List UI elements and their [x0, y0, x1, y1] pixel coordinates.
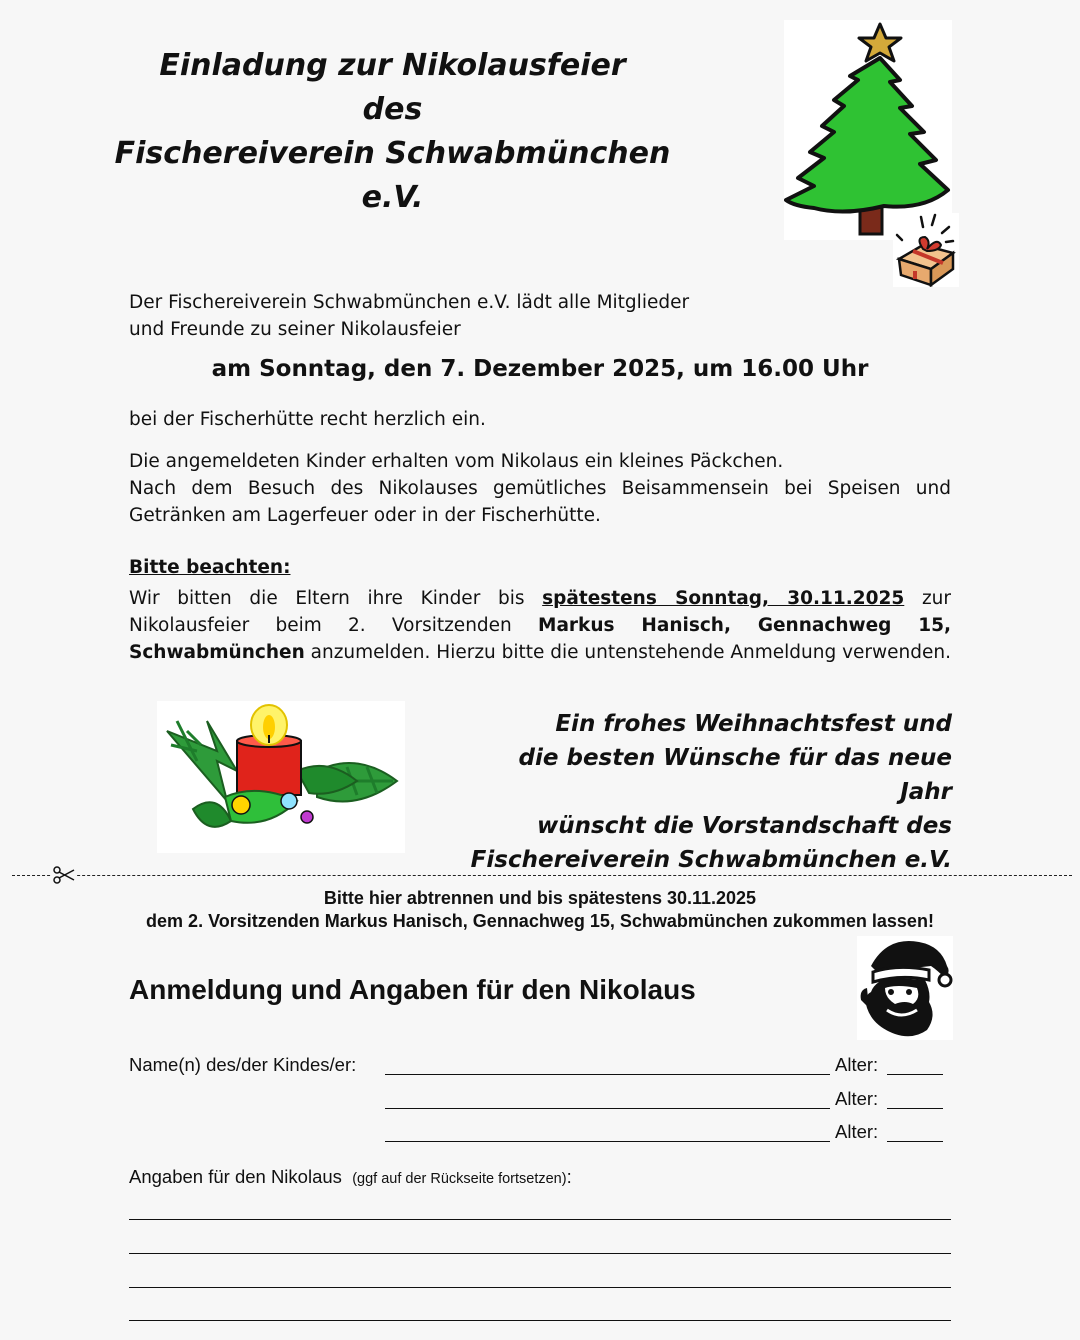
form-title: Anmeldung und Angaben für den Nikolaus: [129, 974, 696, 1005]
title-line: Einladung zur Nikolausfeier: [159, 48, 626, 83]
page-title: [100, 44, 685, 220]
intro-line: und Freunde zu seiner Nikolausfeier: [129, 319, 461, 340]
notes-label: [129, 1166, 572, 1188]
notes-line[interactable]: [129, 1219, 951, 1220]
age-field[interactable]: [887, 1108, 943, 1109]
after-text: Nach dem Besuch des Nikolauses gemütliches Beisammensein bei Speisen und Getränken am Lagerfeuer oder in der Fischerhütte.: [129, 478, 951, 526]
kids-line: Die angemeldeten Kinder erhalten vom Nikolaus ein kleines Päckchen.: [129, 451, 784, 472]
wishes-text: [470, 707, 952, 877]
title-line: Fischereiverein Schwabmünchen: [114, 136, 671, 171]
name-label: Name(n) des/der Kindes/er:: [129, 1054, 357, 1075]
notes-line[interactable]: [129, 1287, 951, 1288]
wishes-line: Ein frohes Weihnachtsfest und: [555, 711, 952, 737]
cut-line: [12, 866, 1072, 884]
notice-text-c: anzumelden. Hierzu bitte die untenstehende Anmeldung verwenden.: [304, 642, 952, 663]
candle-wreath-icon: [157, 701, 405, 853]
notice-text-a: Wir bitten die Eltern ihre Kinder bis: [129, 588, 543, 609]
wishes-line: wünscht die Vorstandschaft des: [537, 813, 952, 839]
age-label: Alter:: [835, 1121, 879, 1142]
separator-line: dem 2. Vorsitzenden Markus Hanisch, Gennachweg 15, Schwabmünchen zukommen lassen!: [146, 911, 934, 931]
christmas-tree-icon: [784, 20, 952, 240]
notes-line[interactable]: [129, 1253, 951, 1254]
notice-contact: Markus Hanisch, Gennachweg 15, Schwabmünchen: [129, 615, 951, 663]
notice-deadline: spätestens Sonntag, 30.11.2025: [542, 588, 905, 609]
age-label: Alter:: [835, 1088, 879, 1109]
notes-line[interactable]: [129, 1320, 951, 1321]
name-field[interactable]: [385, 1108, 830, 1109]
separator-line: Bitte hier abtrennen und bis spätestens 30.11.2025: [323, 888, 757, 908]
notice-heading: Bitte beachten:: [129, 557, 291, 578]
location-text: bei der Fischerhütte recht herzlich ein.: [129, 409, 486, 430]
gift-icon: [893, 213, 959, 287]
age-label: Alter:: [835, 1054, 879, 1075]
name-field[interactable]: [385, 1074, 830, 1075]
event-date: am Sonntag, den 7. Dezember 2025, um 16.00 Uhr: [211, 356, 869, 382]
title-line: e.V.: [361, 180, 424, 215]
dashed-divider: [12, 875, 1072, 876]
program-text: [129, 448, 951, 529]
notice-text: [129, 585, 951, 666]
wishes-line: die besten Wünsche für das neue Jahr: [518, 745, 952, 805]
title-line: des: [362, 92, 423, 127]
age-field[interactable]: [887, 1074, 943, 1075]
santa-icon: [857, 936, 953, 1040]
notice-text-b: zur Nikolausfeier beim 2. Vorsitzenden: [129, 588, 951, 636]
separator-text: [0, 887, 1080, 933]
intro-text: [129, 289, 951, 343]
scissors-icon: [52, 866, 76, 884]
intro-line: Der Fischereiverein Schwabmünchen e.V. lädt alle Mitglieder: [129, 292, 690, 313]
wishes-line: Fischereiverein Schwabmünchen e.V.: [470, 847, 952, 873]
notes-hint: (ggf auf der Rückseite fortsetzen): [352, 1171, 567, 1187]
notes-label-text: Angaben für den Nikolaus: [129, 1166, 342, 1187]
name-field[interactable]: [385, 1141, 830, 1142]
notes-colon: :: [566, 1166, 572, 1187]
age-field[interactable]: [887, 1141, 943, 1142]
